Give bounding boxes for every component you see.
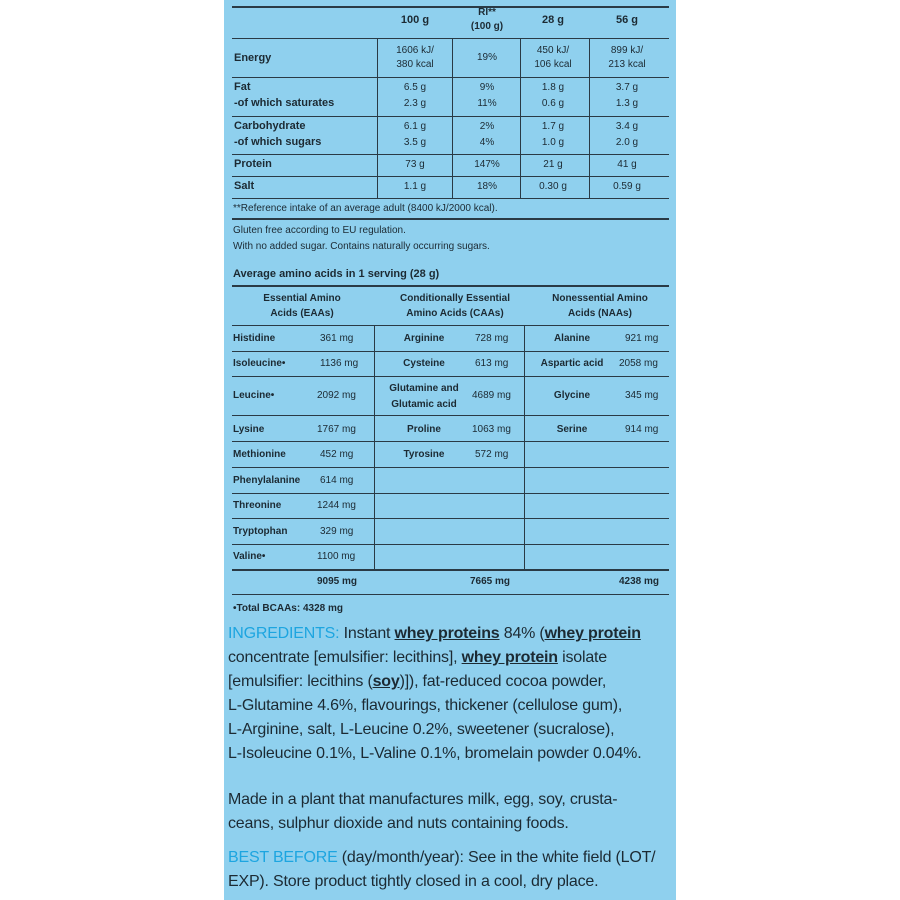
eaa-value: 1767 mg <box>317 424 356 435</box>
rule <box>232 569 669 571</box>
sugars-56g: 2.0 g <box>615 137 639 148</box>
caa-header: Conditionally Essential <box>399 293 511 304</box>
eaa-value: 452 mg <box>320 449 354 460</box>
rule <box>232 376 669 377</box>
naa-value: 2058 mg <box>619 358 658 369</box>
ingredients-text: Instant <box>343 625 395 642</box>
bcaa-total: •Total BCAAs: 4328 mg <box>233 603 344 614</box>
col-divider <box>374 325 375 569</box>
header-100g: 100 g <box>400 14 430 26</box>
rule <box>232 285 669 287</box>
eaa-name: Histidine <box>233 333 276 344</box>
ingredients-label: INGREDIENTS: <box>228 625 340 642</box>
naa-name: Alanine <box>553 333 591 344</box>
col-divider <box>524 325 525 569</box>
ingredients-text: 84% ( <box>499 625 545 642</box>
rule <box>232 176 669 177</box>
naa-header-sub: Acids (NAAs) <box>568 308 632 319</box>
eaa-value: 361 mg <box>320 333 354 344</box>
caa-value: 728 mg <box>475 333 509 344</box>
salt-28g: 0.30 g <box>539 181 567 192</box>
allergen-whey-protein: whey protein <box>544 625 641 642</box>
protein-100g: 73 g <box>405 159 425 170</box>
rule <box>232 415 669 416</box>
col-divider <box>377 38 378 198</box>
fat-100g: 6.5 g <box>403 82 427 93</box>
allergen-whey-protein: whey protein <box>461 649 558 666</box>
caa-header-sub: Amino Acids (CAAs) <box>406 308 504 319</box>
eaa-value: 2092 mg <box>317 390 356 401</box>
ingredients-text: L-Glutamine 4.6%, flavourings, thickener (cellulose gum), <box>228 697 623 714</box>
protein-28g: 21 g <box>543 159 563 170</box>
rule <box>232 467 669 468</box>
naa-value: 345 mg <box>625 390 659 401</box>
header-ri-sub: (100 g) <box>470 21 504 32</box>
energy-label: Energy <box>234 52 272 64</box>
allergen-whey-proteins: whey proteins <box>394 625 500 642</box>
best-before-text: (day/month/year): See in the white field (LOT/ <box>337 849 656 866</box>
sugars-ri: 4% <box>479 137 495 148</box>
rule <box>232 38 669 39</box>
rule <box>232 594 669 595</box>
naa-name: Glycine <box>553 390 591 401</box>
caa-value: 572 mg <box>475 449 509 460</box>
eaa-header-sub: Acids (EAAs) <box>270 308 334 319</box>
fat-label: Fat <box>234 81 251 93</box>
table-top-rule <box>232 6 669 8</box>
rule <box>232 116 669 117</box>
carbohydrate-100g: 6.1 g <box>403 121 427 132</box>
saturates-100g: 2.3 g <box>403 98 427 109</box>
protein-label: Protein <box>234 158 272 170</box>
naa-name: Aspartic acid <box>540 358 604 369</box>
carbohydrate-label: Carbohydrate <box>234 120 306 132</box>
energy-28g-kcal: 106 kcal <box>534 59 572 70</box>
rule <box>232 154 669 155</box>
ingredients-text: L-Arginine, salt, L-Leucine 0.2%, sweetener (sucralose), <box>228 721 615 738</box>
eaa-name: Isoleucine• <box>233 358 286 369</box>
rule <box>232 493 669 494</box>
energy-100g-kcal: 380 kcal <box>396 59 434 70</box>
col-divider <box>589 38 590 198</box>
label-panel <box>224 0 676 900</box>
saturates-ri: 11% <box>477 98 497 109</box>
rule <box>232 198 669 199</box>
allergen-soy: soy <box>372 673 400 690</box>
saturates-28g: 0.6 g <box>541 98 565 109</box>
eaa-name: Valine• <box>233 551 266 562</box>
protein-ri: 147% <box>474 159 500 170</box>
allergen-statement <box>228 788 617 836</box>
rule <box>232 325 669 326</box>
caa-total: 7665 mg <box>470 576 511 587</box>
ingredients-text: [emulsifier: lecithins ( <box>228 673 373 690</box>
ingredients-block <box>228 622 641 766</box>
ingredients-text: isolate <box>557 649 607 666</box>
saturates-56g: 1.3 g <box>615 98 639 109</box>
caa-value: 4689 mg <box>472 390 511 401</box>
sugars-label: -of which sugars <box>234 136 322 148</box>
sugars-100g: 3.5 g <box>403 137 427 148</box>
rule <box>232 441 669 442</box>
eaa-total: 9095 mg <box>317 576 358 587</box>
rule <box>232 351 669 352</box>
caa-name: Glutamine and <box>389 383 459 394</box>
rule <box>232 218 669 220</box>
eaa-name: Phenylalanine <box>233 475 301 486</box>
eaa-header: Essential Amino <box>263 293 341 304</box>
salt-100g: 1.1 g <box>403 181 427 192</box>
caa-value: 1063 mg <box>472 424 511 435</box>
naa-total: 4238 mg <box>619 576 660 587</box>
eaa-value: 1244 mg <box>317 500 356 511</box>
naa-value: 921 mg <box>625 333 659 344</box>
eaa-name: Lysine <box>233 424 265 435</box>
ingredients-text: )]), fat-reduced cocoa powder, <box>399 673 607 690</box>
caa-name: Proline <box>407 424 441 435</box>
eaa-name: Methionine <box>233 449 286 460</box>
eaa-value: 1100 mg <box>317 551 356 562</box>
sugar-note: With no added sugar. Contains naturally occurring sugars. <box>233 241 490 252</box>
fat-ri: 9% <box>479 82 495 93</box>
energy-56g-kcal: 213 kcal <box>608 59 646 70</box>
allergen-line: ceans, sulphur dioxide and nuts containing foods. <box>228 815 569 832</box>
reference-intake-note: **Reference intake of an average adult (8400 kJ/2000 kcal). <box>233 203 498 214</box>
caa-name: Tyrosine <box>403 449 445 460</box>
fat-56g: 3.7 g <box>615 82 639 93</box>
eaa-name: Tryptophan <box>233 526 288 537</box>
ingredients-text: concentrate [emulsifier: lecithins], <box>228 649 462 666</box>
rule <box>232 77 669 78</box>
fat-28g: 1.8 g <box>541 82 565 93</box>
energy-28g-kj: 450 kJ/ <box>536 45 570 56</box>
eaa-value: 1136 mg <box>320 358 359 369</box>
header-ri: RI** <box>478 7 496 18</box>
protein-56g: 41 g <box>617 159 637 170</box>
carbohydrate-28g: 1.7 g <box>541 121 565 132</box>
allergen-line: Made in a plant that manufactures milk, egg, soy, crusta- <box>228 791 618 808</box>
caa-name: Cysteine <box>403 358 445 369</box>
naa-value: 914 mg <box>625 424 659 435</box>
eaa-value: 614 mg <box>320 475 354 486</box>
energy-56g-kj: 899 kJ/ <box>610 45 644 56</box>
eaa-value: 329 mg <box>320 526 354 537</box>
salt-56g: 0.59 g <box>613 181 641 192</box>
header-28g: 28 g <box>541 14 564 26</box>
best-before-block <box>228 846 655 894</box>
rule <box>232 518 669 519</box>
energy-100g-kj: 1606 kJ/ <box>396 45 434 56</box>
carbohydrate-56g: 3.4 g <box>615 121 639 132</box>
best-before-text: EXP). Store product tightly closed in a cool, dry place. <box>228 873 599 890</box>
naa-header: Nonessential Amino <box>552 293 648 304</box>
caa-value: 613 mg <box>475 358 509 369</box>
eaa-name: Threonine <box>233 500 282 511</box>
amino-title: Average amino acids in 1 serving (28 g) <box>233 268 440 280</box>
col-divider <box>452 38 453 198</box>
salt-label: Salt <box>234 180 255 192</box>
col-divider <box>520 38 521 198</box>
carbohydrate-ri: 2% <box>479 121 495 132</box>
eaa-name: Leucine• <box>233 390 275 401</box>
salt-ri: 18% <box>476 181 497 192</box>
sugars-28g: 1.0 g <box>541 137 565 148</box>
header-56g: 56 g <box>615 14 638 26</box>
caa-name: Arginine <box>403 333 445 344</box>
saturates-label: -of which saturates <box>234 97 335 109</box>
naa-name: Serine <box>556 424 588 435</box>
rule <box>232 544 669 545</box>
energy-ri: 19% <box>476 52 497 63</box>
best-before-label: BEST BEFORE <box>228 849 338 866</box>
gluten-note: Gluten free according to EU regulation. <box>233 225 406 236</box>
ingredients-text: L-Isoleucine 0.1%, L-Valine 0.1%, bromelain powder 0.04%. <box>228 745 642 762</box>
caa-name: Glutamic acid <box>391 399 457 410</box>
